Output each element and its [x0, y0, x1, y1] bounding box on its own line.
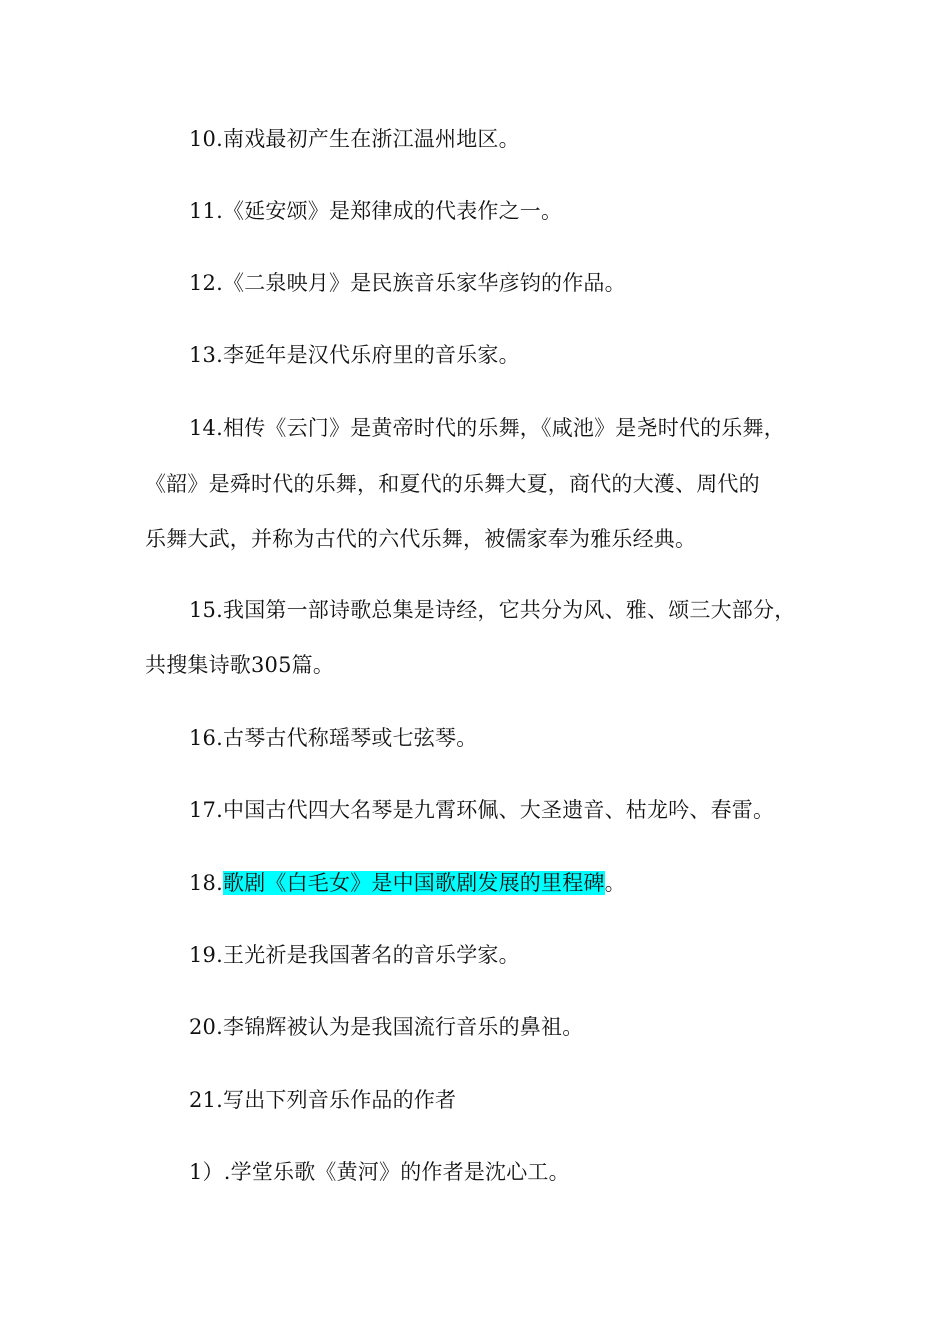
item-14-line-2: 《韶》是舜时代的乐舞，和夏代的乐舞大夏，商代的大濩、周代的 — [145, 472, 760, 496]
item-18-suffix: 。 — [604, 871, 626, 895]
item-12: 12.《二泉映月》是民族音乐家华彦钧的作品。 — [189, 271, 626, 295]
item-13: 13.李延年是汉代乐府里的音乐家。 — [189, 343, 520, 367]
item-20: 20.李锦辉被认为是我国流行音乐的鼻祖。 — [189, 1015, 584, 1039]
item-11: 11.《延安颂》是郑律成的代表作之一。 — [189, 199, 563, 223]
item-18 — [189, 869, 879, 897]
item-17: 17.中国古代四大名琴是九霄环佩、大圣遗音、枯龙吟、春雷。 — [189, 798, 775, 822]
item-19: 19.王光祈是我国著名的音乐学家。 — [189, 943, 520, 967]
item-21-1: 1）.学堂乐歌《黄河》的作者是沈心工。 — [189, 1160, 570, 1184]
item-14-line-3: 乐舞大武，并称为古代的六代乐舞，被儒家奉为雅乐经典。 — [145, 527, 697, 551]
item-18-number: 18. — [189, 871, 223, 895]
item-14-line-1: 14.相传《云门》是黄帝时代的乐舞，《咸池》是尧时代的乐舞， — [189, 416, 785, 440]
item-10: 10.南戏最初产生在浙江温州地区。 — [189, 127, 520, 151]
item-16: 16.古琴古代称瑶琴或七弦琴。 — [189, 726, 478, 750]
item-18-highlight: 歌剧《白毛女》是中国歌剧发展的里程碑 — [223, 871, 605, 895]
item-15-line-2: 共搜集诗歌305篇。 — [145, 653, 335, 677]
item-21: 21.写出下列音乐作品的作者 — [189, 1088, 457, 1112]
item-15-line-1: 15.我国第一部诗歌总集是诗经，它共分为风、雅、颂三大部分， — [189, 598, 796, 622]
